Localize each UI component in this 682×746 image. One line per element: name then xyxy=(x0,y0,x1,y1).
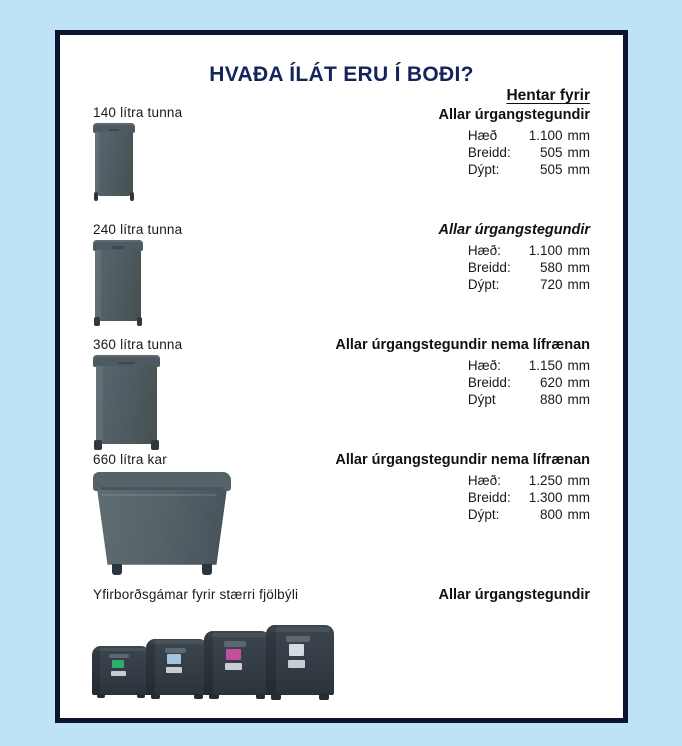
dimension-row xyxy=(468,144,590,161)
suitability-column-header: Hentar fyrir xyxy=(506,87,590,104)
dimension-label: Hæð: xyxy=(467,473,501,488)
item-label-140l: 140 lítra tunna xyxy=(93,105,183,120)
dimension-unit: mm xyxy=(567,128,590,143)
dimension-value: 505 xyxy=(539,145,563,160)
dimension-value: 505 xyxy=(539,162,563,177)
dimension-row xyxy=(468,242,590,259)
dimension-unit: mm xyxy=(567,162,590,177)
dimension-row xyxy=(468,161,590,178)
page-title: HVAÐA ÍLÁT ERU Í BOÐI? xyxy=(209,63,474,86)
dimension-label: Breidd: xyxy=(467,260,511,275)
surface-container-2 xyxy=(146,639,208,695)
dimension-row xyxy=(468,391,590,408)
dimension-value: 1.150 xyxy=(528,358,563,373)
dimension-unit: mm xyxy=(567,277,590,292)
wheelie-bin-240l-icon xyxy=(93,240,143,326)
specs-surface xyxy=(439,587,590,607)
dimension-row xyxy=(468,259,590,276)
surface-containers-row-icon xyxy=(88,623,308,701)
suitability-surface: Allar úrgangstegundir xyxy=(438,587,590,603)
suitability-660l: Allar úrgangstegundir nema lífrænan xyxy=(335,452,590,468)
dimension-row xyxy=(468,357,590,374)
surface-container-1 xyxy=(92,646,150,694)
container-660l-icon xyxy=(93,472,231,575)
specs-360l xyxy=(335,337,590,408)
dimension-label: Dýpt xyxy=(467,392,496,407)
dimension-unit: mm xyxy=(567,392,590,407)
dimension-value: 1.300 xyxy=(528,490,563,505)
dimension-unit: mm xyxy=(567,260,590,275)
surface-container-4 xyxy=(266,625,334,695)
dimension-value: 720 xyxy=(539,277,563,292)
dimension-value: 1.100 xyxy=(528,128,563,143)
dimension-unit: mm xyxy=(567,358,590,373)
dimension-label: Hæð: xyxy=(467,358,501,373)
specs-660l xyxy=(335,452,590,523)
dimension-label: Hæð: xyxy=(467,243,501,258)
dimension-unit: mm xyxy=(567,145,590,160)
poster-card xyxy=(55,30,628,723)
dimension-row xyxy=(468,374,590,391)
dimension-label: Dýpt: xyxy=(467,277,500,292)
dimensions-360l xyxy=(468,357,590,408)
item-label-360l: 360 lítra tunna xyxy=(93,337,183,352)
dimension-unit: mm xyxy=(567,490,590,505)
dimension-label: Dýpt: xyxy=(467,162,500,177)
dimension-label: Breidd: xyxy=(467,375,511,390)
dimension-value: 1.250 xyxy=(528,473,563,488)
dimension-unit: mm xyxy=(567,375,590,390)
dimension-row xyxy=(468,489,590,506)
suitability-360l: Allar úrgangstegundir nema lífrænan xyxy=(335,337,590,353)
wheelie-bin-360l-icon xyxy=(93,355,160,450)
dimension-label: Hæð xyxy=(467,128,498,143)
dimension-row xyxy=(468,472,590,489)
dimension-value: 620 xyxy=(539,375,563,390)
dimension-unit: mm xyxy=(567,473,590,488)
dimension-row xyxy=(468,127,590,144)
dimension-label: Dýpt: xyxy=(467,507,500,522)
dimension-label: Breidd: xyxy=(467,145,511,160)
dimension-label: Breidd: xyxy=(467,490,511,505)
dimension-value: 800 xyxy=(539,507,563,522)
specs-140l xyxy=(439,107,590,178)
dimension-row xyxy=(468,276,590,293)
wheelie-bin-140l-icon xyxy=(93,123,135,201)
dimension-unit: mm xyxy=(567,243,590,258)
dimension-unit: mm xyxy=(567,507,590,522)
suitability-140l: Allar úrgangstegundir xyxy=(438,107,590,123)
item-label-660l: 660 lítra kar xyxy=(93,452,167,467)
item-label-240l: 240 lítra tunna xyxy=(93,222,183,237)
suitability-240l: Allar úrgangstegundir xyxy=(438,222,590,238)
dimension-row xyxy=(468,506,590,523)
dimension-value: 880 xyxy=(539,392,563,407)
surface-container-3 xyxy=(204,631,270,695)
dimension-value: 580 xyxy=(539,260,563,275)
dimensions-660l xyxy=(468,472,590,523)
dimension-value: 1.100 xyxy=(528,243,563,258)
dimensions-240l xyxy=(468,242,590,293)
dimensions-140l xyxy=(468,127,590,178)
item-label-surface: Yfirborðsgámar fyrir stærri fjölbýli xyxy=(93,587,299,602)
specs-240l xyxy=(439,222,590,293)
